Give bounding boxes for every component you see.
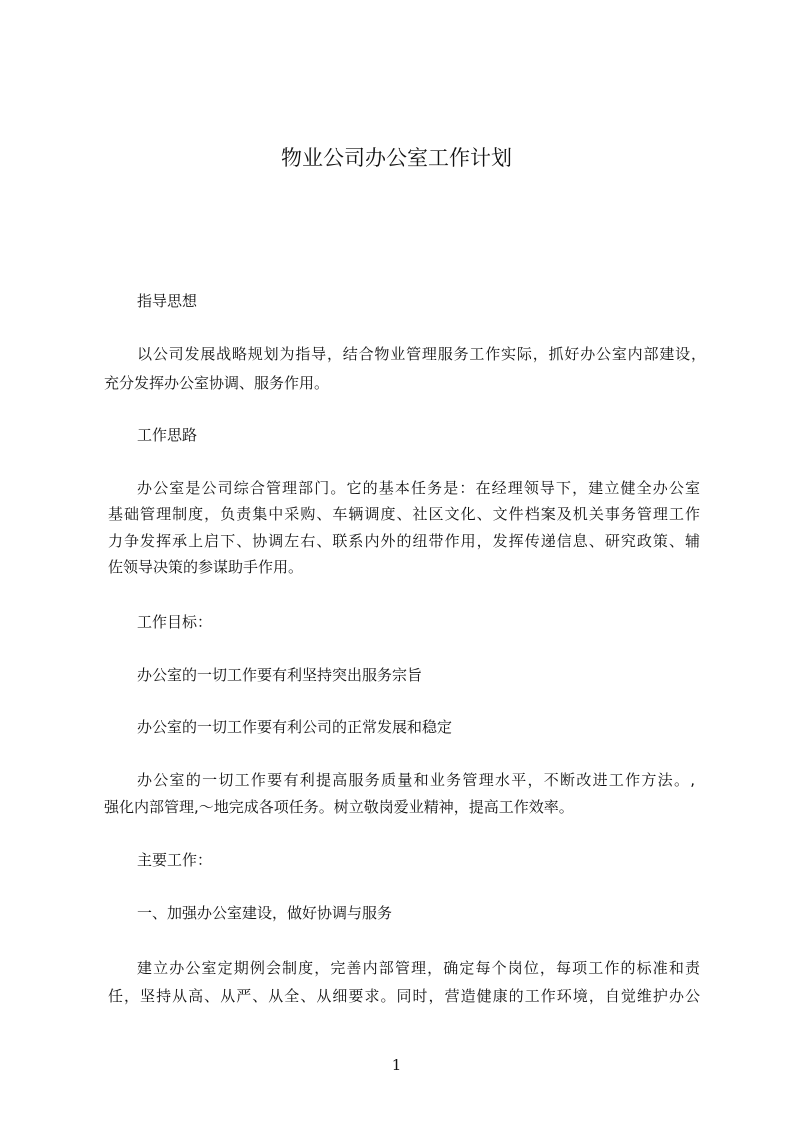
paragraph-line: 办公室的一切工作要有利公司的正常发展和稳定 (137, 718, 453, 736)
paragraph-line: 力争发挥承上启下、协调左右、联系内外的纽带作用，发挥传递信息、研究政策、辅 (108, 532, 700, 550)
paragraph-line: 办公室的一切工作要有利坚持突出服务宗旨 (137, 666, 423, 684)
paragraph-line: 以公司发展战略规划为指导，结合物业管理服务工作实际，抓好办公室内部建设， (137, 345, 706, 363)
paragraph-line: 办公室的一切工作要有利提高服务质量和业务管理水平，不断改进工作方法。, (137, 771, 695, 789)
paragraph-line: 强化内部管理,～地完成各项任务。树立敬岗爱业精神，提高工作效率。 (104, 798, 574, 816)
paragraph-line: 佐领导决策的参谋助手作用。 (108, 558, 304, 576)
document-title: 物业公司办公室工作计划 (281, 146, 512, 170)
paragraph-line: 任，坚持从高、从严、从全、从细要求。同时，营造健康的工作环境，自觉维护办公 (108, 987, 700, 1005)
section-heading-main-work: 主要工作： (137, 851, 213, 869)
paragraph-line: 办公室是公司综合管理部门。它的基本任务是：在经理领导下，建立健全办公室 (137, 479, 700, 497)
section-heading-work-approach: 工作思路 (137, 426, 198, 444)
subsection-heading: 一、加强办公室建设，做好协调与服务 (137, 904, 393, 922)
paragraph-line: 建立办公室定期例会制度，完善内部管理，确定每个岗位，每项工作的标准和责 (137, 959, 700, 977)
section-heading-work-goals: 工作目标： (137, 613, 213, 631)
paragraph-line: 基础管理制度，负责集中采购、车辆调度、社区文化、文件档案及机关事务管理工作 (108, 505, 700, 523)
paragraph-line: 充分发挥办公室协调、服务作用。 (104, 374, 330, 392)
page-number: 1 (391, 1056, 402, 1074)
section-heading-guiding-ideology: 指导思想 (137, 292, 198, 310)
